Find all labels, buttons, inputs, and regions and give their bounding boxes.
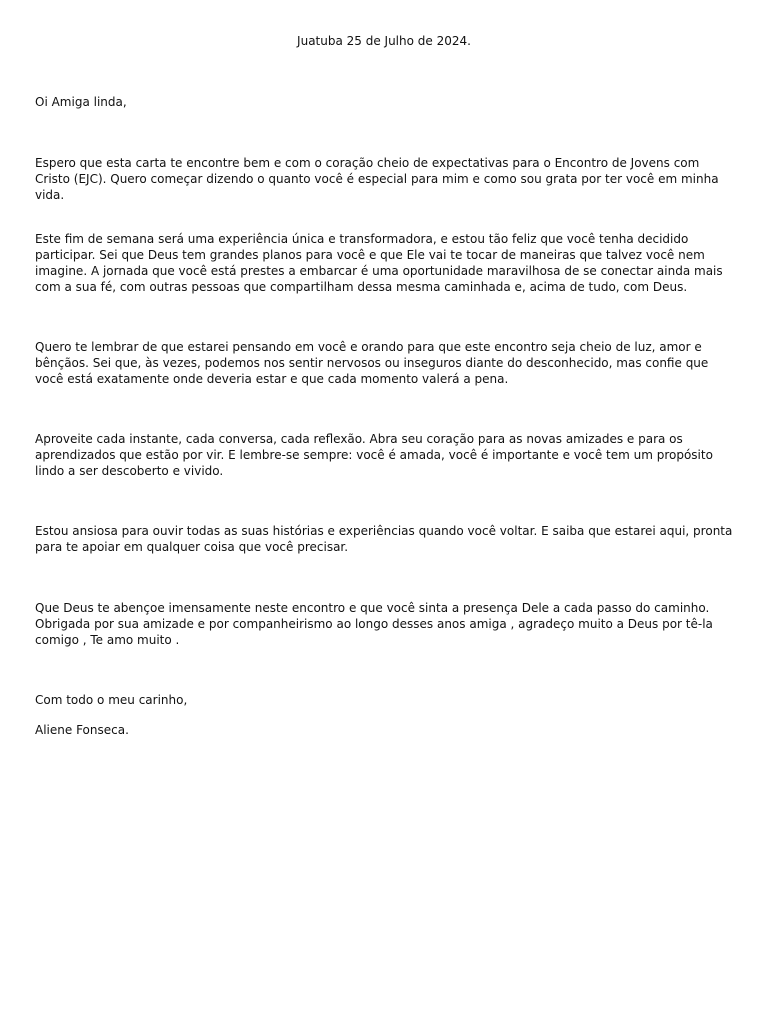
letter-closing: Com todo o meu carinho, [35,693,188,707]
letter-signature: Aliene Fonseca. [35,723,129,737]
letter-paragraph-6: Que Deus te abençoe imensamente neste encontro e que você sinta a presença Dele a cada passo do caminho. Obrigada por sua amizade e por companheirismo ao longo desses anos amiga , agradeço muito a Deus por tê-la comigo , Te amo muito . [35,601,713,647]
letter-paragraph-3: Quero te lembrar de que estarei pensando em você e orando para que este encontro seja cheio de luz, amor e bênçãos. Sei que, às vezes, podemos nos sentir nervosos ou inseguros diante do desconhecido, mas confie que você está exatamente onde deveria estar e que cada momento valerá a pena. [35,340,709,386]
letter-date: Juatuba 25 de Julho de 2024. [297,34,471,48]
letter-greeting: Oi Amiga linda, [35,95,127,109]
letter-paragraph-1: Espero que esta carta te encontre bem e com o coração cheio de expectativas para o Encontro de Jovens com Cristo (EJC). Quero começar dizendo o quanto você é especial para mim e como sou grata por ter você em minha vida. [35,156,719,202]
letter-paragraph-2: Este fim de semana será uma experiência única e transformadora, e estou tão feliz que você tenha decidido participar. Sei que Deus tem grandes planos para você e que Ele vai te tocar de maneiras que talvez você nem imagine. A jornada que você está prestes a embarcar é uma oportunidade maravilhosa de se conectar ainda mais com a sua fé, com outras pessoas que compartilham dessa mesma caminhada e, acima de tudo, com Deus. [35,232,723,294]
letter-paragraph-5: Estou ansiosa para ouvir todas as suas histórias e experiências quando você voltar. E saiba que estarei aqui, pronta para te apoiar em qualquer coisa que você precisar. [35,524,733,554]
letter-paragraph-4: Aproveite cada instante, cada conversa, cada reflexão. Abra seu coração para as novas amizades e para os aprendizados que estão por vir. E lembre-se sempre: você é amada, você é importante e você tem um propósito lindo a ser descoberto e vivido. [35,432,713,478]
